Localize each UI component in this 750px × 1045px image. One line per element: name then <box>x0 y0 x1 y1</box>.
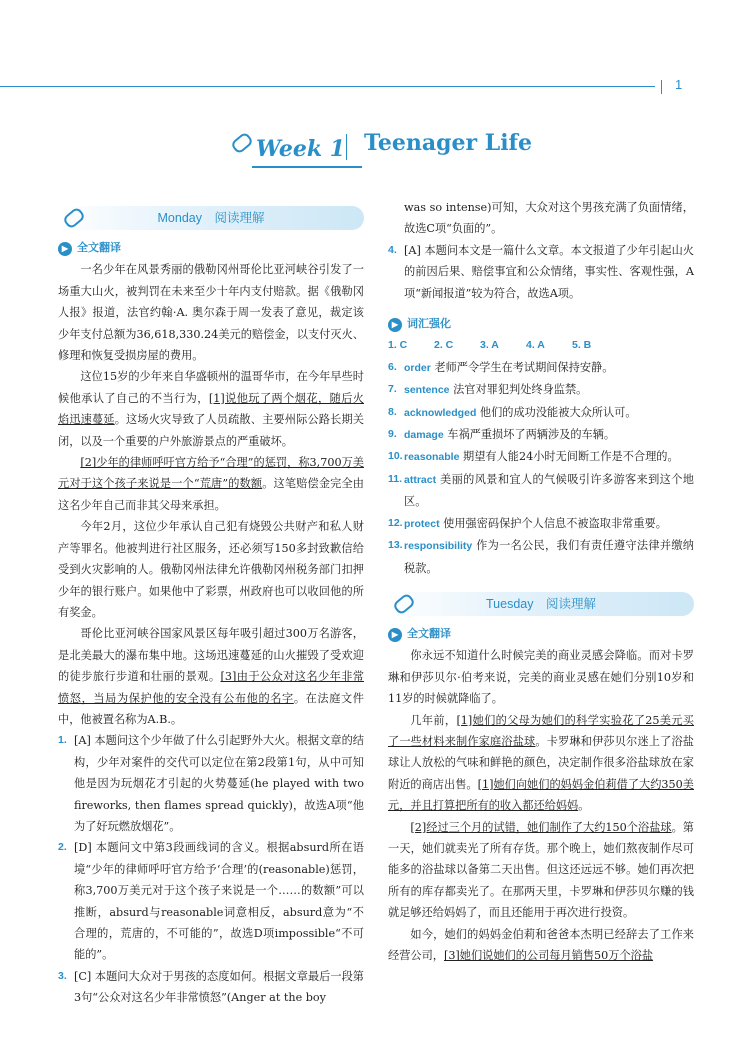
answer-item: 2. [D] 本题问文中第3段画线词的含义。根据absurd所在语境“少年的律师呼吁官方给予‘合理’的(reasonable)惩罚，称3,700万美元对于这个孩子来说是一个……的数额”可以推断，absurd与reasonable词意相反，absurd意为“不合理的，荒唐的，不可能的”，故选D项impossible“不可能的”。 <box>58 841 364 962</box>
paragraph: 你永远不知道什么时候完美的商业灵感会降临。而对卡罗琳和伊莎贝尔·伯考来说，完美的商业灵感在她们分别10岁和11岁的时候就降临了。 <box>388 649 694 706</box>
answer-key <box>388 335 694 356</box>
section-heading-label: 词汇强化 <box>407 318 451 331</box>
arrow-icon: ▶ <box>388 318 402 332</box>
paragraph: 今年2月，这位少年承认自己犯有烧毁公共财产和私人财产等罪名。他被判进行社区服务，还必须写150多封致歉信给受到火灾影响的人。俄勒冈州法律允许俄勒冈州税务部门扣押少年的银行账户。如果他中了彩票，州政府也可以收回他的所有奖金。 <box>58 520 364 619</box>
section-heading <box>388 314 694 335</box>
right-column <box>388 197 694 966</box>
vocab-item: 7. sentence 法官对罪犯判处终身监禁。 <box>388 383 588 397</box>
page-title: Teenager Life <box>364 130 533 156</box>
paragraph: [2]经过三个月的试错，她们制作了大约150个浴盐球。第一天，她们就卖光了所有存货。那个晚上，她们熬夜制作尽可能多的浴盐球以备第二天出售。但这还远远不够。她们再次把所有的库存都卖光了。在那两天里，卡罗琳和伊莎贝尔赚的钱就足够还给妈妈了，而且还能用于再次进行投资。 <box>388 820 694 920</box>
underlined-evidence: [3]她们说她们的公司每月销售50万个浴盐 <box>443 949 654 962</box>
monday-banner <box>58 206 364 230</box>
page-number: 1 <box>675 77 683 92</box>
section-heading <box>388 624 694 645</box>
answer-item: 1. [A] 本题问这个少年做了什么引起野外大火。根据文章的结构，少年对案件的交代可以定位在第2段第1句，从中可知他是因为玩烟花才引起的火势蔓延(he played with two fireworks, then flames spread quickly)，故选A项“他为了好玩燃放烟花”。 <box>58 734 364 833</box>
vocab-item: 9. damage 车祸严重损坏了两辆涉及的车辆。 <box>388 428 616 442</box>
section-heading-label: 全文翻译 <box>77 242 121 254</box>
section-heading <box>58 238 364 259</box>
paragraph: [2]少年的律师呼吁官方给予“合理”的惩罚，称3,700万美元对于这个孩子来说是一个“荒唐”的数额。这笔赔偿金完全由这名少年自己而非其父母来承担。 <box>58 456 364 512</box>
paragraph: 几年前，[1]她们的父母为她们的科学实验花了25美元买了一些材料来制作家庭浴盐球。卡罗琳和伊莎贝尔迷上了浴盐球让人放松的气味和鲜艳的颜色，决定制作很多浴盐球放在家附近的商店出售。[1]她们向她们的妈妈金伯莉借了大约350美元，并且打算把所有的收入都还给妈妈。 <box>388 713 694 813</box>
title-divider <box>346 134 347 160</box>
underlined-evidence: [1]她们向她们的妈妈金伯莉借了大约350美元，并且打算把所有的收入都还给妈妈 <box>388 777 694 813</box>
paragraph: 一名少年在风景秀丽的俄勒冈州哥伦比亚河峡谷引发了一场重大山火，被判罚在未来至少十年内支付赔款。据《俄勒冈人报》报道，法官约翰·A. 奥尔森于周一发表了意见，裁定该少年支付总额为36,618,330.24美元的赔偿金，以支付灭火、修理和恢复受损房屋的费用。 <box>58 263 364 363</box>
paperclip-icon <box>230 131 254 155</box>
vocab-item: 11. attract 美丽的风景和宜人的气候吸引许多游客来到这个地区。 <box>388 472 694 509</box>
tuesday-banner-label: Tuesday 阅读理解 <box>486 596 596 611</box>
arrow-icon: ▶ <box>388 628 402 642</box>
left-column <box>58 203 364 1009</box>
answer-key-item: 2. C <box>434 339 454 352</box>
header-divider <box>661 80 662 94</box>
answer-item: 3. [C] 本题问大众对于男孩的态度如何。根据文章最后一段第3句“公众对这名少年非常愤怒”(Anger at the boy <box>58 969 364 1005</box>
answer-key-item: 3. A <box>480 339 499 352</box>
underlined-evidence: [2]经过三个月的试错，她们制作了大约150个浴盐球 <box>410 820 672 834</box>
section-heading-label: 全文翻译 <box>407 627 451 640</box>
answer-key-item: 5. B <box>572 339 592 352</box>
underlined-evidence: [2]少年的律师呼吁官方给予“合理”的惩罚，称3,700万美元对于这个孩子来说是一个“荒唐”的数额 <box>58 456 364 491</box>
answer-key-item: 4. A <box>526 339 545 352</box>
header-rule <box>0 86 655 87</box>
answer-item: was so intense)可知，大众对这个男孩充满了负面情绪，故选C项“负面的”。 <box>404 201 694 236</box>
vocab-item: 12. protect 使用强密码保护个人信息不被盗取非常重要。 <box>388 516 667 530</box>
vocab-item: 13. responsibility 作为一名公民，我们有责任遵守法律并缴纳税款。 <box>388 539 694 575</box>
answer-key-item: 1. C <box>388 339 408 352</box>
paragraph: 哥伦比亚河峡谷国家风景区每年吸引超过300万名游客，是北美最大的瀑布集中地。这场迅速蔓延的山火摧毁了受欢迎的徒步旅行步道和壮丽的景观。[3]由于公众对这名少年非常愤怒，当局为保护他的安全没有公布他的名字。在法庭文件中，他被置名称为A.B.。 <box>58 627 364 726</box>
tuesday-banner <box>388 592 694 616</box>
vocab-item: 6. order 老师严令学生在考试期间保持安静。 <box>388 360 614 374</box>
underlined-evidence: [1]她们的父母为她们的科学实验花了25美元买了一些材料来制作家庭浴盐球 <box>388 713 694 748</box>
underlined-evidence: [1]说他玩了两个烟花，随后火焰迅速蔓延 <box>58 391 364 427</box>
paragraph: 这位15岁的少年来自华盛顿州的温哥华市，在今年早些时候他承认了自己的不当行为，[1]说他玩了两个烟花，随后火焰迅速蔓延。这场火灾导致了人员疏散、主要州际公路长期关闭，以及一个重要的户外旅游景点的严重破坏。 <box>58 370 364 448</box>
arrow-icon: ▶ <box>58 242 72 256</box>
vocab-item: 10. reasonable 期望有人能24小时无间断工作是不合理的。 <box>388 450 679 464</box>
week-label: Week 1 <box>256 136 346 162</box>
paragraph: 如今，她们的妈妈金伯莉和爸爸本杰明已经辞去了工作来经营公司，[3]她们说她们的公司每月销售50万个浴盐 <box>388 927 694 962</box>
vocab-item: 8. acknowledged 他们的成功没能被大众所认可。 <box>388 405 637 419</box>
week-underline <box>252 166 362 168</box>
monday-banner-label: Monday 阅读理解 <box>157 211 265 225</box>
answer-item: 4. [A] 本题问本文是一篇什么文章。本文报道了少年引起山火的前因后果、赔偿事宜和公众情绪，事实性、客观性强，A项“新闻报道”较为符合，故选A项。 <box>388 243 694 300</box>
underlined-evidence: [3]由于公众对这名少年非常愤怒，当局为保护他的安全没有公布他的名字 <box>58 670 364 705</box>
